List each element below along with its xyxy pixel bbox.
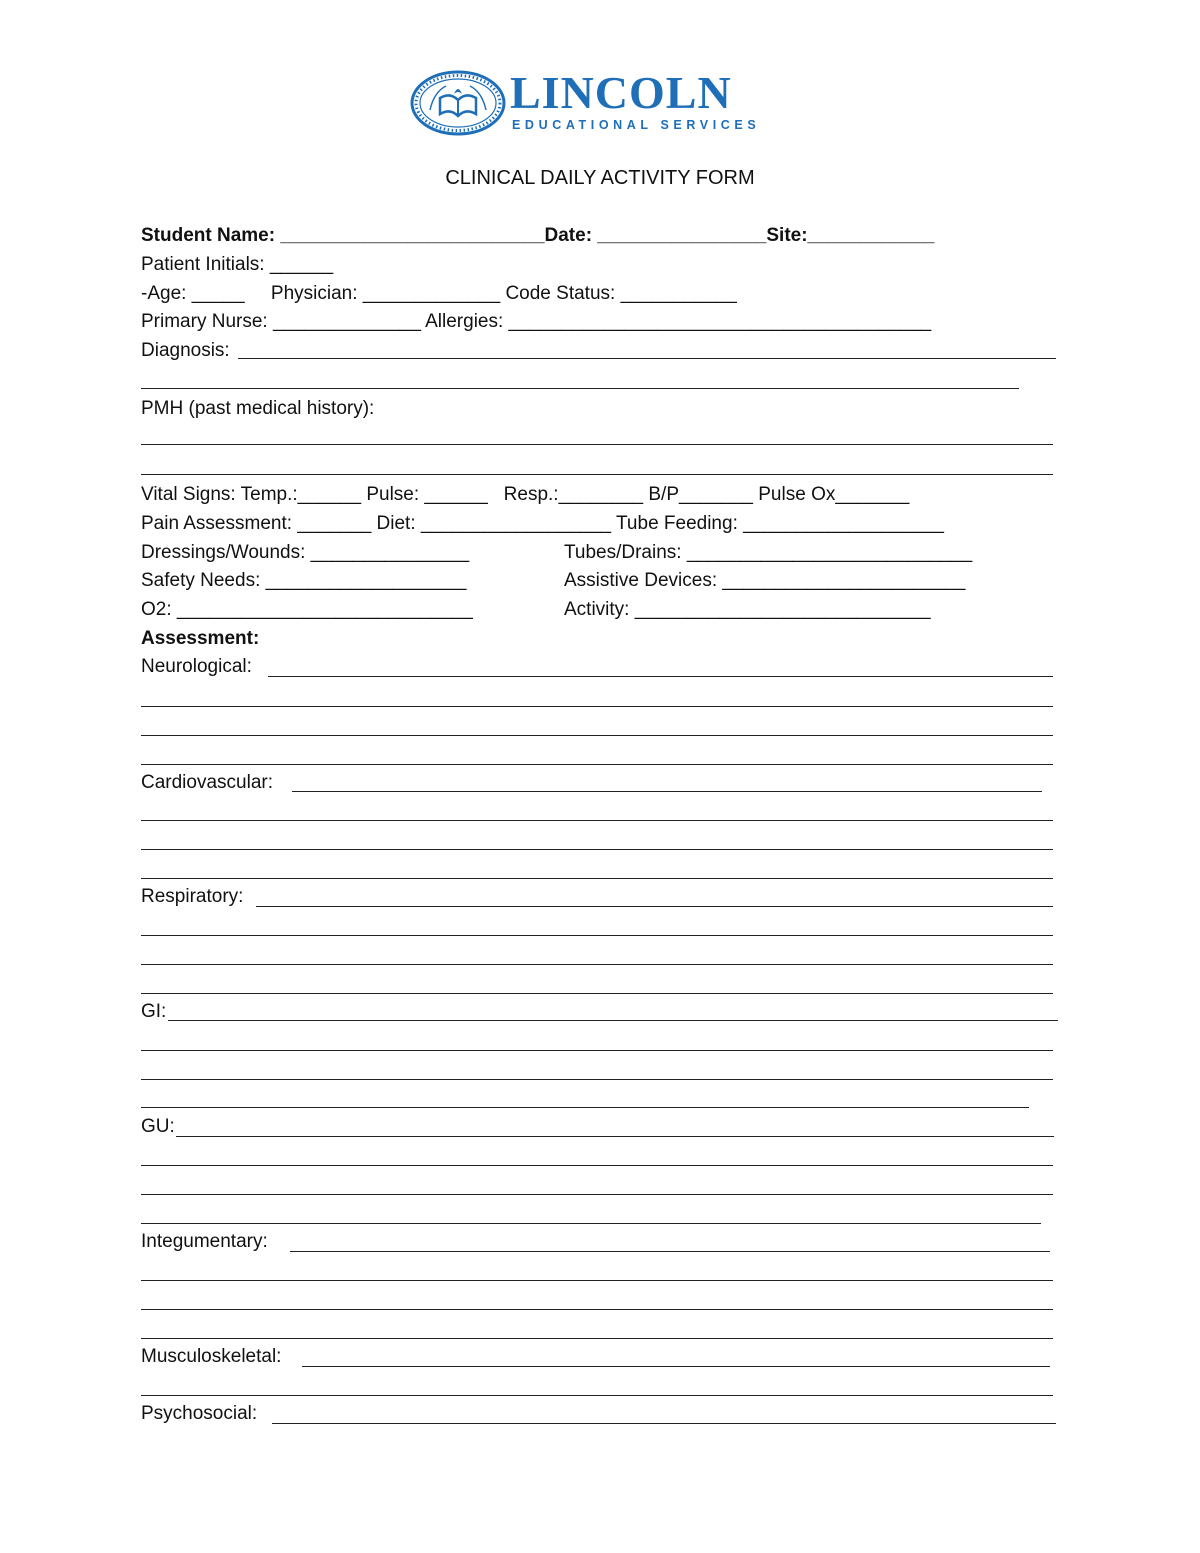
psychosocial-fill-line <box>272 1423 1056 1424</box>
integumentary-blank-line <box>141 1309 1053 1310</box>
assessment-heading: Assessment: <box>141 628 260 649</box>
tubes-drains-line: Tubes/Drains: ___________________________ <box>564 542 973 563</box>
pmh-blank-line <box>141 444 1053 445</box>
neurological-blank-line <box>141 764 1053 765</box>
activity-line: Activity: ____________________________ <box>564 599 931 620</box>
musculoskeletal-fill-line <box>302 1366 1050 1367</box>
age-physician-line: -Age: _____ Physician: _____________ Code Status: ___________ <box>141 283 737 304</box>
gi-blank-line <box>141 1107 1029 1108</box>
musculoskeletal-label: Musculoskeletal: <box>141 1346 282 1367</box>
diagnosis-fill-line <box>238 358 1056 359</box>
neurological-label: Neurological: <box>141 656 252 677</box>
logo-wordmark <box>510 67 790 132</box>
neurological-blank-line <box>141 706 1053 707</box>
gu-blank-line <box>141 1223 1041 1224</box>
gi-label: GI: <box>141 1001 167 1022</box>
gi-blank-line <box>141 1079 1053 1080</box>
form-title: CLINICAL DAILY ACTIVITY FORM <box>445 167 755 189</box>
o2-line: O2: ____________________________ <box>141 599 473 620</box>
patient-initials-line: Patient Initials: ______ <box>141 254 334 275</box>
lincoln-logo <box>410 67 790 140</box>
integumentary-label: Integumentary: <box>141 1231 268 1252</box>
gi-fill-line <box>168 1020 1058 1021</box>
gu-fill-line <box>176 1136 1054 1137</box>
cardiovascular-blank-line <box>141 878 1053 879</box>
respiratory-blank-line <box>141 964 1053 965</box>
logo-subtitle: EDUCATIONAL SERVICES <box>512 118 761 132</box>
cardiovascular-label: Cardiovascular: <box>141 772 273 793</box>
respiratory-label: Respiratory: <box>141 886 244 907</box>
respiratory-fill-line <box>256 906 1053 907</box>
cardiovascular-fill-line <box>292 791 1042 792</box>
cardiovascular-blank-line <box>141 820 1053 821</box>
diagnosis-blank-line <box>141 388 1019 389</box>
book-torch-seal-icon <box>410 70 506 136</box>
gi-blank-line <box>141 1050 1053 1051</box>
neurological-fill-line <box>268 676 1053 677</box>
dressings-line: Dressings/Wounds: _______________ <box>141 542 470 563</box>
safety-needs-line: Safety Needs: ___________________ <box>141 570 467 591</box>
gu-blank-line <box>141 1194 1053 1195</box>
neurological-blank-line <box>141 735 1053 736</box>
integumentary-blank-line <box>141 1280 1053 1281</box>
psychosocial-label: Psychosocial: <box>141 1403 258 1424</box>
diagnosis-label: Diagnosis: <box>141 340 230 361</box>
primary-nurse-line: Primary Nurse: ______________ Allergies: ________________________________________ <box>141 311 932 332</box>
integumentary-fill-line <box>290 1251 1050 1252</box>
gu-label: GU: <box>141 1116 175 1137</box>
respiratory-blank-line <box>141 935 1053 936</box>
assistive-devices-line: Assistive Devices: _______________________ <box>564 570 966 591</box>
musculoskeletal-blank-line <box>141 1395 1053 1396</box>
logo-name: LINCOLN <box>510 67 732 118</box>
respiratory-blank-line <box>141 993 1053 994</box>
pmh-label: PMH (past medical history): <box>141 398 375 419</box>
vital-signs-line: Vital Signs: Temp.:______ Pulse: ______ Resp.:________ B/P_______ Pulse Ox_______ <box>141 484 910 505</box>
student-name-line: Student Name: _________________________Date: ________________Site:____________ <box>141 225 935 246</box>
gu-blank-line <box>141 1165 1053 1166</box>
pain-diet-line: Pain Assessment: _______ Diet: __________________ Tube Feeding: ___________________ <box>141 513 944 534</box>
pmh-blank-line <box>141 474 1053 475</box>
integumentary-blank-line <box>141 1338 1053 1339</box>
cardiovascular-blank-line <box>141 849 1053 850</box>
